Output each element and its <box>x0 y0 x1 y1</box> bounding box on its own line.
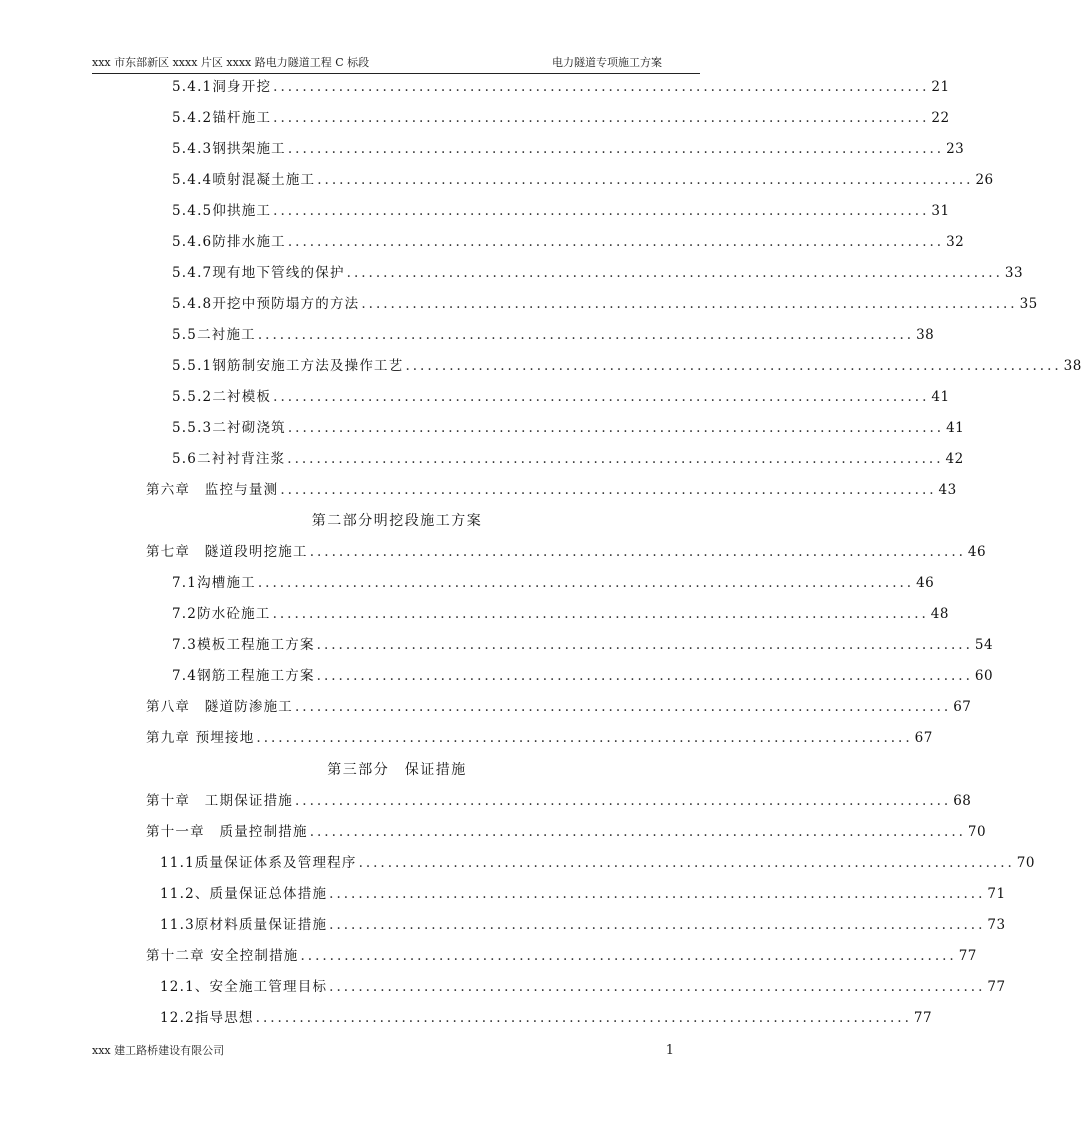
toc-leader-dots: .......................................................................................... <box>309 544 966 560</box>
toc-entry-page: 35 <box>1019 296 1038 312</box>
toc-entry-page: 23 <box>946 141 965 157</box>
toc-entry-title: 5.4.1洞身开挖 <box>172 79 272 95</box>
toc-entry-title: 5.5.1钢筋制安施工方法及操作工艺 <box>172 358 404 374</box>
toc-leader-dots: .......................................................................................... <box>272 606 929 622</box>
toc-entry[interactable] <box>172 324 935 344</box>
toc-leader-dots: .......................................................................................... <box>329 979 986 995</box>
toc-entry-page: 38 <box>1063 358 1082 374</box>
toc-chapter-entry[interactable] <box>146 727 933 747</box>
toc-entry-page: 77 <box>987 979 1006 995</box>
toc-leader-dots: .......................................................................................... <box>295 793 952 809</box>
toc-chapter-entry[interactable] <box>146 945 977 965</box>
toc-entry-page: 33 <box>1004 265 1024 281</box>
toc-entry-title: 5.4.2锚杆施工 <box>172 110 272 126</box>
toc-entry-title: 12.1、安全施工管理目标 <box>160 979 328 995</box>
toc-entry-page: 21 <box>931 79 950 95</box>
toc-leader-dots: .......................................................................................... <box>257 327 915 343</box>
toc-entry-page: 31 <box>931 203 950 219</box>
toc-leader-dots: .......................................................................................... <box>309 824 966 840</box>
toc-entry[interactable] <box>172 169 994 189</box>
toc-entry[interactable] <box>172 138 965 158</box>
toc-leader-dots: .......................................................................................... <box>295 699 952 715</box>
toc-entry[interactable] <box>172 386 950 406</box>
toc-leader-dots: .......................................................................................... <box>329 917 986 933</box>
toc-leader-dots: .......................................................................................... <box>273 110 930 126</box>
toc-entry-title: 11.3原材料质量保证措施 <box>160 917 328 933</box>
toc-entry-page: 46 <box>916 575 935 591</box>
toc-leader-dots: .......................................................................................... <box>287 234 945 250</box>
header-document-title: 电力隧道专项施工方案 <box>552 56 662 69</box>
toc-leader-dots: .......................................................................................... <box>329 886 986 902</box>
toc-entry-page: 67 <box>914 730 933 746</box>
toc-entry-title: 12.2指导思想 <box>160 1010 254 1026</box>
toc-chapter-entry[interactable] <box>146 696 972 716</box>
toc-entry-page: 77 <box>958 948 977 964</box>
toc-entry-page: 60 <box>974 668 994 684</box>
toc-entry-page: 68 <box>953 793 972 809</box>
toc-leader-dots: .......................................................................................... <box>273 203 930 219</box>
toc-leader-dots: .......................................................................................... <box>257 575 915 591</box>
toc-entry[interactable] <box>172 76 950 96</box>
toc-entry-page: 70 <box>967 824 987 840</box>
toc-entry-title: 5.5二衬施工 <box>172 327 256 343</box>
toc-leader-dots: .......................................................................................... <box>273 389 930 405</box>
toc-entry-page: 22 <box>931 110 950 126</box>
toc-entry[interactable] <box>160 976 1006 996</box>
toc-chapter-entry[interactable] <box>146 479 957 499</box>
page-header <box>92 55 700 74</box>
toc-entry[interactable] <box>172 572 935 592</box>
toc-entry-title: 7.2防水砼施工 <box>172 606 271 622</box>
toc-entry-page: 43 <box>938 482 957 498</box>
toc-leader-dots: .......................................................................................... <box>280 482 937 498</box>
toc-entry-title: 5.6二衬衬背注浆 <box>172 451 286 467</box>
toc-entry-title: 第十章 工期保证措施 <box>146 793 293 809</box>
toc-entry-page: 41 <box>946 420 965 436</box>
toc-entry-page: 67 <box>953 699 972 715</box>
toc-leader-dots: .......................................................................................... <box>317 172 974 188</box>
toc-entry-page: 73 <box>987 917 1006 933</box>
toc-leader-dots: .......................................................................................... <box>287 420 945 436</box>
footer-company-name: xxx 建工路桥建设有限公司 <box>92 1044 225 1057</box>
toc-entry-title: 5.4.4喷射混凝土施工 <box>172 172 316 188</box>
toc-entry[interactable] <box>172 262 1024 282</box>
toc-entry-title: 5.4.3钢拱架施工 <box>172 141 286 157</box>
toc-leader-dots: .......................................................................................... <box>346 265 1003 281</box>
toc-entry-title: 5.4.8开挖中预防塌方的方法 <box>172 296 360 312</box>
toc-entry-title: 5.5.3二衬砌浇筑 <box>172 420 286 436</box>
header-project-title: xxx 市东部新区 xxxx 片区 xxxx 路电力隧道工程 C 标段 <box>92 56 370 69</box>
toc-entry-title: 5.4.7现有地下管线的保护 <box>172 265 345 281</box>
toc-entry-title: 第六章 监控与量测 <box>146 482 279 498</box>
toc-entry-title: 5.5.2二衬模板 <box>172 389 272 405</box>
toc-entry-page: 26 <box>975 172 994 188</box>
toc-entry-page: 42 <box>945 451 964 467</box>
toc-entry[interactable] <box>172 200 950 220</box>
toc-entry-title: 7.3模板工程施工方案 <box>172 637 315 653</box>
toc-part-heading: 第二部分明挖段施工方案 <box>311 513 483 529</box>
toc-entry[interactable] <box>172 417 965 437</box>
toc-entry[interactable] <box>172 665 994 685</box>
toc-entry[interactable] <box>160 883 1006 903</box>
toc-entry-title: 5.4.5仰拱施工 <box>172 203 272 219</box>
toc-entry-title: 第八章 隧道防渗施工 <box>146 699 293 715</box>
toc-leader-dots: .......................................................................................... <box>255 1010 912 1026</box>
toc-leader-dots: .......................................................................................... <box>287 141 945 157</box>
toc-entry-page: 32 <box>946 234 965 250</box>
toc-entry-title: 7.4钢筋工程施工方案 <box>172 668 315 684</box>
toc-leader-dots: .......................................................................................... <box>361 296 1018 312</box>
toc-entry[interactable] <box>172 107 950 127</box>
toc-leader-dots: .......................................................................................... <box>316 637 973 653</box>
toc-entry-title: 第十一章 质量控制措施 <box>146 824 308 840</box>
toc-entry[interactable] <box>160 914 1006 934</box>
toc-entry[interactable] <box>172 293 1038 313</box>
toc-entry-title: 第十二章 安全控制措施 <box>146 948 299 964</box>
toc-leader-dots: .......................................................................................... <box>287 451 944 467</box>
toc-entry-page: 48 <box>930 606 949 622</box>
toc-entry-title: 5.4.6防排水施工 <box>172 234 286 250</box>
toc-entry-title: 第九章 预埋接地 <box>146 730 255 746</box>
toc-entry-title: 11.1质量保证体系及管理程序 <box>160 855 357 871</box>
toc-entry[interactable] <box>172 448 964 468</box>
toc-leader-dots: .......................................................................................... <box>256 730 913 746</box>
toc-entry-title: 第七章 隧道段明挖施工 <box>146 544 308 560</box>
toc-entry-page: 54 <box>974 637 994 653</box>
toc-entry-page: 46 <box>967 544 987 560</box>
toc-leader-dots: .......................................................................................... <box>273 79 930 95</box>
toc-chapter-entry[interactable] <box>146 790 972 810</box>
toc-leader-dots: .......................................................................................... <box>405 358 1062 374</box>
toc-entry[interactable] <box>172 603 949 623</box>
toc-entry[interactable] <box>160 852 1035 872</box>
toc-entry-page: 77 <box>913 1010 933 1026</box>
toc-chapter-entry[interactable] <box>146 821 987 841</box>
page-number: 1 <box>665 1043 674 1058</box>
toc-entry-page: 41 <box>931 389 950 405</box>
toc-entry[interactable] <box>172 634 994 654</box>
toc-leader-dots: .......................................................................................... <box>300 948 957 964</box>
toc-leader-dots: .......................................................................................... <box>358 855 1015 871</box>
page-footer <box>92 1043 674 1059</box>
toc-entry-page: 70 <box>1016 855 1035 871</box>
toc-entry-title: 7.1沟槽施工 <box>172 575 256 591</box>
toc-entry-page: 38 <box>916 327 935 343</box>
toc-entry[interactable] <box>172 355 1082 375</box>
toc-entry[interactable] <box>172 231 965 251</box>
toc-entry-title: 11.2、质量保证总体措施 <box>160 886 328 902</box>
toc-entry-page: 71 <box>987 886 1006 902</box>
toc-chapter-entry[interactable] <box>146 541 987 561</box>
toc-entry[interactable] <box>160 1007 933 1027</box>
toc-leader-dots: .......................................................................................... <box>316 668 973 684</box>
toc-part-heading: 第三部分 保证措施 <box>327 762 467 778</box>
